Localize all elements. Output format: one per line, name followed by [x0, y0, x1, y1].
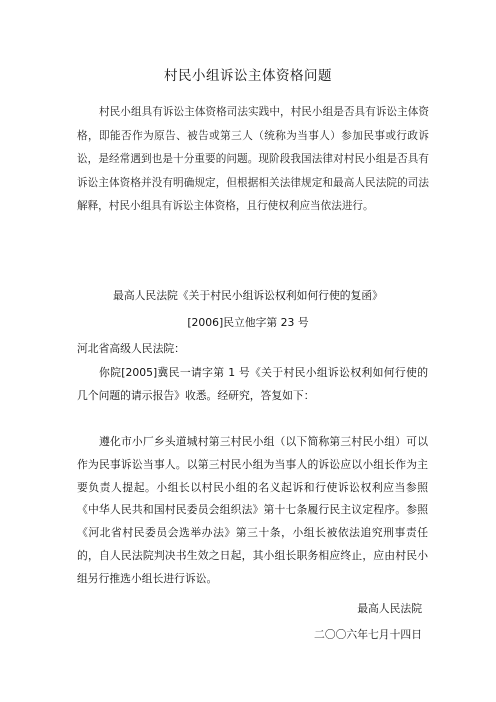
body-paragraph: 你院[2005]冀民一请字第 1 号《关于村民小组诉讼权利如何行使的几个问题的请示报告》收悉。经研究，答复如下：: [77, 366, 428, 402]
body-paragraph: 遵化市小厂乡头道城村第三村民小组（以下简称第三村民小组）可以作为民事诉讼当事人。以第三村民小组为当事人的诉讼应以小组长作为主要负责人提起。小组长以村民小组的名义起诉和行使诉讼权利应当参照《中华人民共和国村民委员会组织法》第十七条履行民主议定程序。参照《河北省村民委员会选举办法》第三十条，小组长被依法追究刑事责任的，自人民法院判决书生效之日起，其小组长职务相应终止，应由村民小组另行推选小组长进行诉讼。: [77, 435, 428, 585]
signer: 最高人民法院: [357, 602, 422, 615]
signature-date: 二〇〇六年七月十四日: [314, 628, 422, 641]
intro-paragraph: 村民小组具有诉讼主体资格司法实践中，村民小组是否具有诉讼主体资格，即能否作为原告、被告或第三人（统称为当事人）参加民事或行政诉讼，是经常遇到也是十分重要的问题。现阶段我国法律对村民小组是否具有诉讼主体资格并没有明确规定，但根据相关法律规定和最高人民法院的司法解释，村民小组具有诉讼主体资格，且行使权利应当依法进行。: [77, 106, 429, 213]
document-title: 村民小组诉讼主体资格问题: [164, 68, 332, 84]
reply-title: 最高人民法院《关于村民小组诉讼权利如何行使的复函》: [113, 289, 383, 302]
addressee: 河北省高级人民法院：: [77, 342, 185, 355]
document-number: [2006]民立他字第 23 号: [187, 316, 309, 329]
